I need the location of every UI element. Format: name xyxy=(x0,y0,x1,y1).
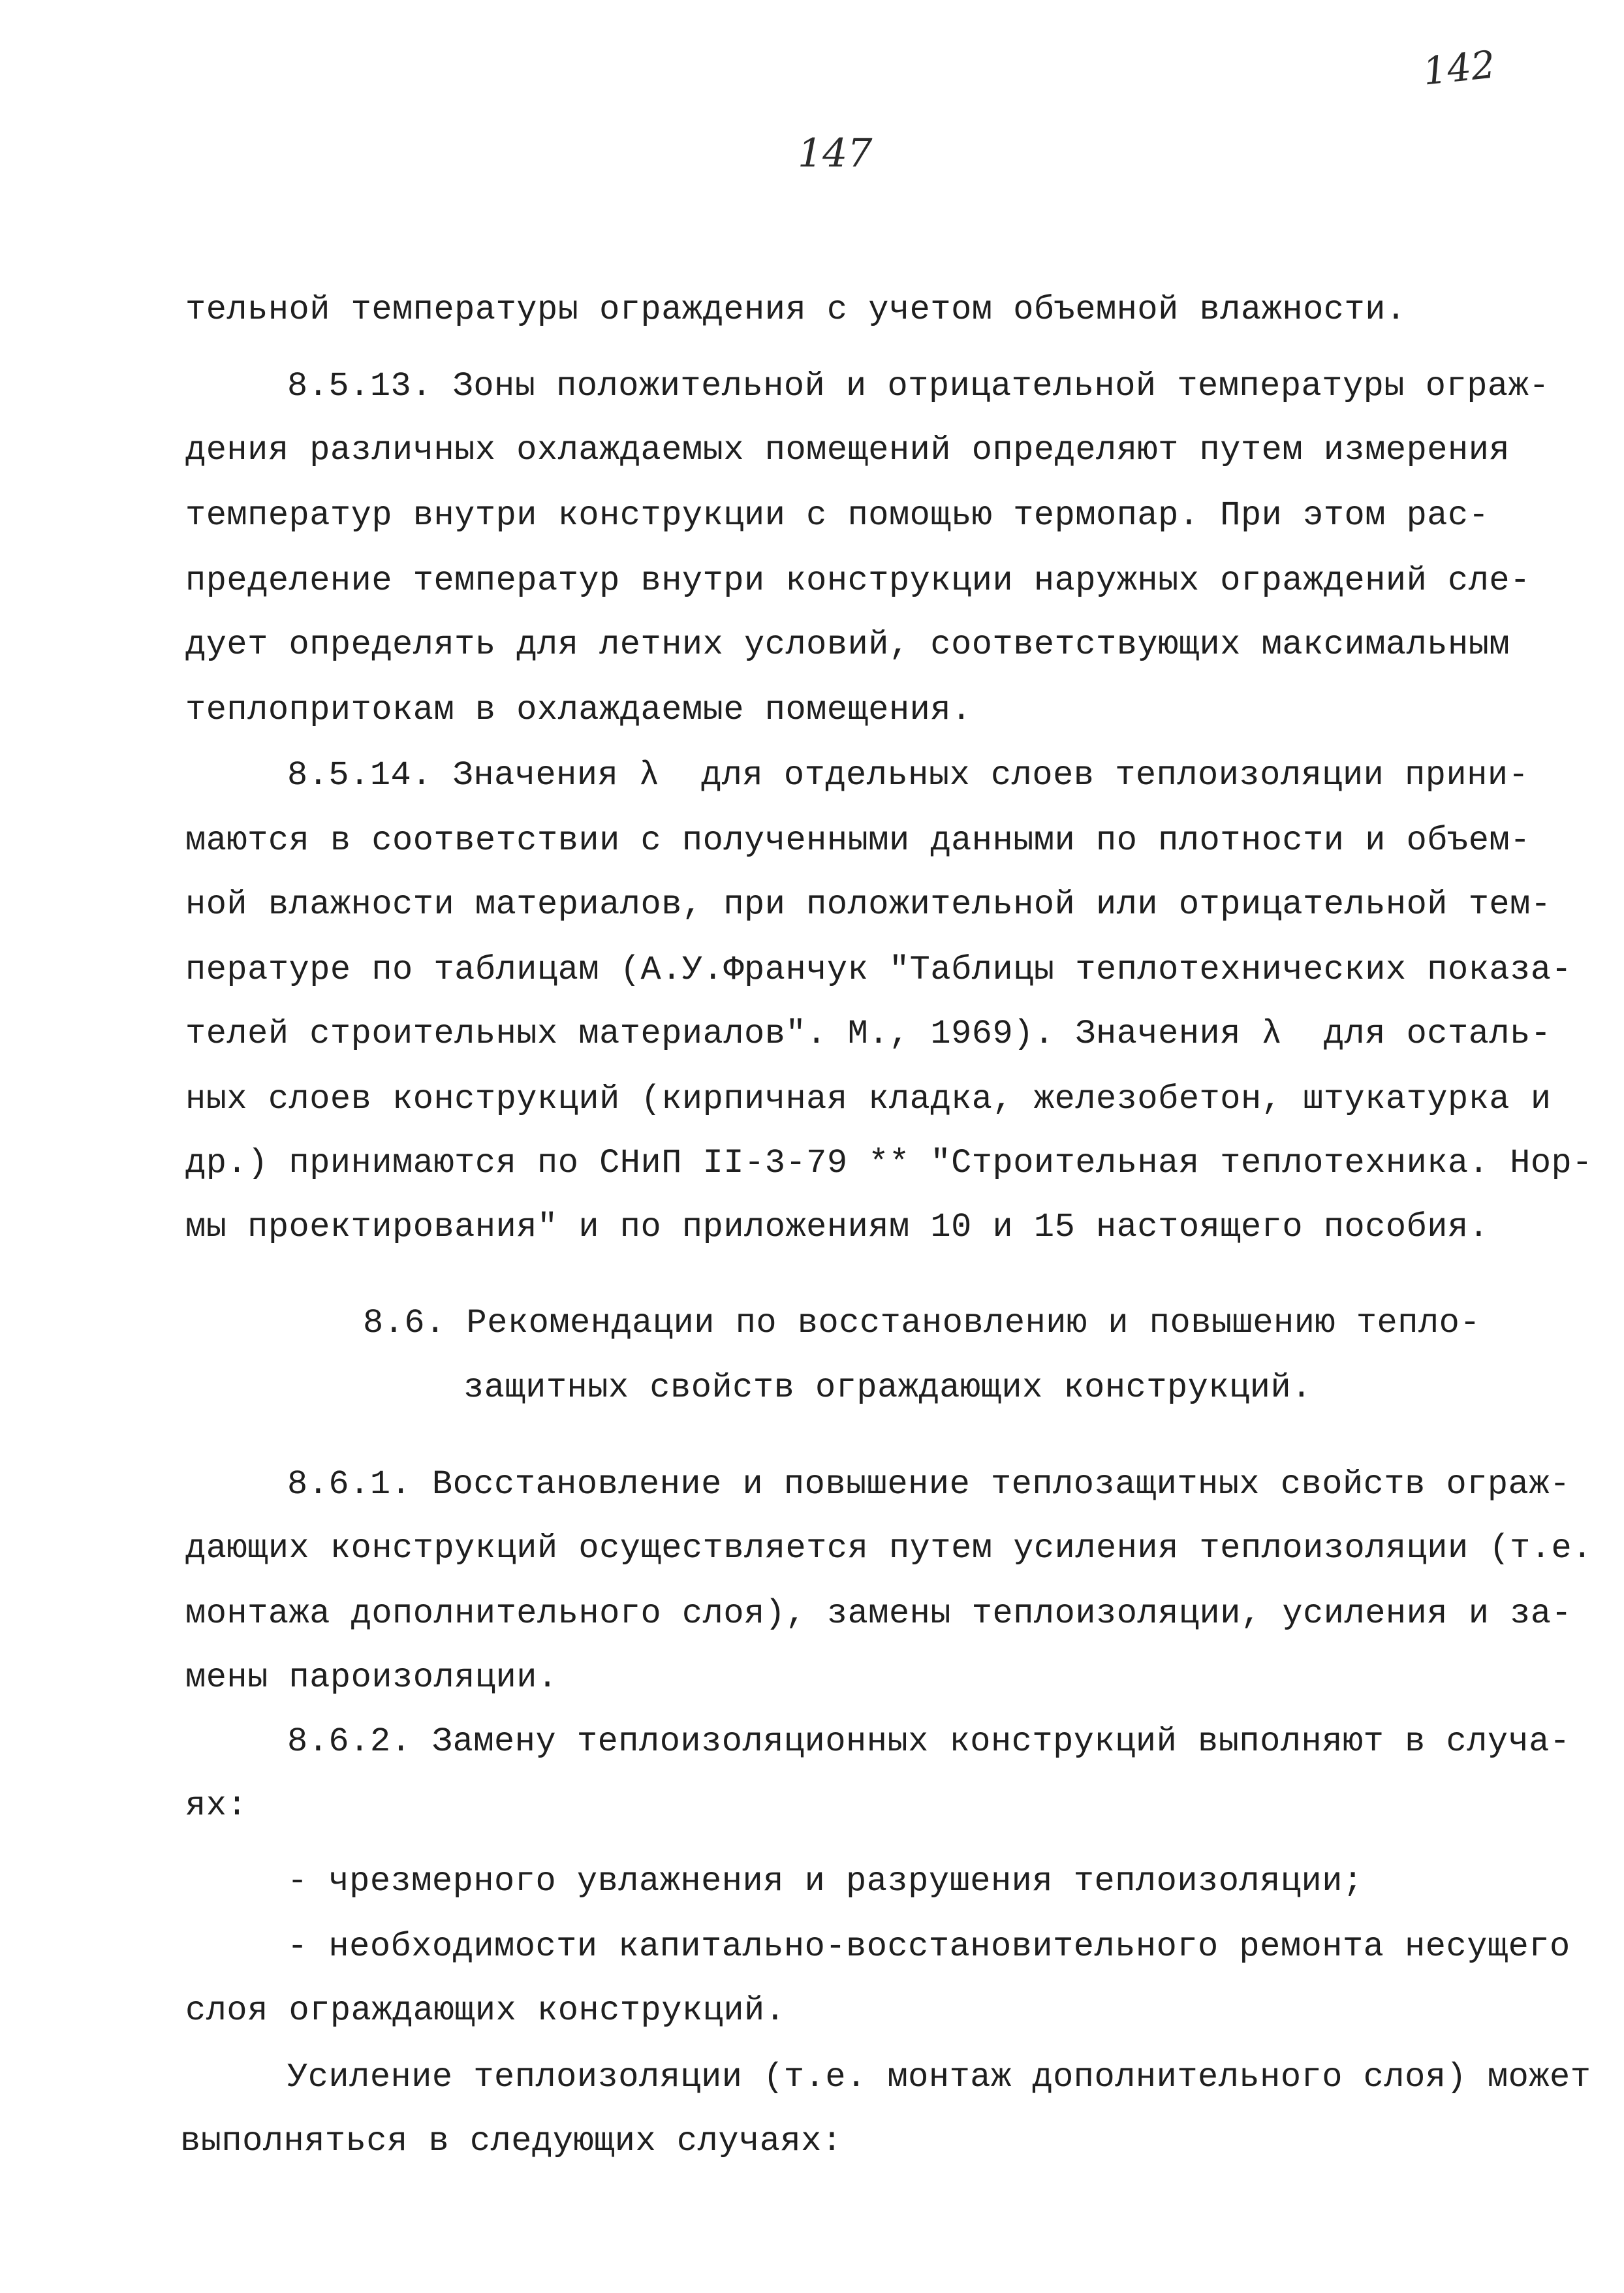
text-line: ной влажности материалов, при положительной или отрицательной тем- xyxy=(185,885,1552,924)
text-line: ях: xyxy=(185,1786,248,1825)
text-line: пературе по таблицам (А.У.Франчук "Таблицы теплотехнических показа- xyxy=(185,951,1572,989)
text-line: др.) принимаются по СНиП II-3-79 ** "Строительная теплотехника. Нор- xyxy=(185,1144,1593,1182)
text-line: выполняться в следующих случаях: xyxy=(180,2122,843,2160)
text-line: Усиление теплоизоляции (т.е. монтаж дополнительного слоя) может xyxy=(287,2058,1591,2096)
text-line: 8.6.2. Замену теплоизоляционных конструкций выполняют в случа- xyxy=(287,1722,1570,1761)
text-line: дения различных охлаждаемых помещений определяют путем измерения xyxy=(185,431,1510,469)
text-line: слоя ограждающих конструкций. xyxy=(185,1991,786,2030)
section-heading: 8.6. Рекомендации по восстановлению и повышению тепло- xyxy=(363,1304,1481,1342)
text-line: маются в соответствии с полученными данными по плотности и объем- xyxy=(185,821,1531,860)
text-line: мены пароизоляции. xyxy=(185,1658,558,1697)
text-line: температур внутри конструкции с помощью термопар. При этом рас- xyxy=(185,496,1490,535)
text-line: ных слоев конструкций (кирпичная кладка, железобетон, штукатурка и xyxy=(185,1080,1552,1118)
text-line: теплопритокам в охлаждаемые помещения. xyxy=(185,691,972,729)
text-line: мы проектирования" и по приложениям 10 и 15 настоящего пособия. xyxy=(185,1208,1490,1246)
text-line: монтажа дополнительного слоя), замены теплоизоляции, усиления и за- xyxy=(185,1594,1572,1633)
text-line: телей строительных материалов". М., 1969). Значения λ для осталь- xyxy=(185,1015,1552,1053)
text-line: дует определять для летних условий, соответствующих максимальным xyxy=(185,625,1510,664)
handwritten-corner-number: 142 xyxy=(1420,42,1497,94)
section-heading: защитных свойств ограждающих конструкций. xyxy=(463,1368,1312,1407)
text-line: 8.5.13. Зоны положительной и отрицательной температуры ограж- xyxy=(287,367,1550,405)
list-item: - необходимости капитально-восстановительного ремонта несущего xyxy=(287,1927,1570,1966)
text-line: дающих конструкций осуществляется путем усиления теплоизоляции (т.е. xyxy=(185,1529,1593,1568)
text-line: пределение температур внутри конструкции наружных ограждений сле- xyxy=(185,561,1531,600)
list-item: - чрезмерного увлажнения и разрушения теплоизоляции; xyxy=(287,1862,1364,1901)
text-line: 8.6.1. Восстановление и повышение теплозащитных свойств ограж- xyxy=(287,1465,1570,1504)
page-number: 147 xyxy=(798,131,873,176)
text-line: тельной температуры ограждения с учетом объемной влажности. xyxy=(185,291,1407,329)
text-line: 8.5.14. Значения λ для отдельных слоев теплоизоляции прини- xyxy=(287,756,1529,795)
